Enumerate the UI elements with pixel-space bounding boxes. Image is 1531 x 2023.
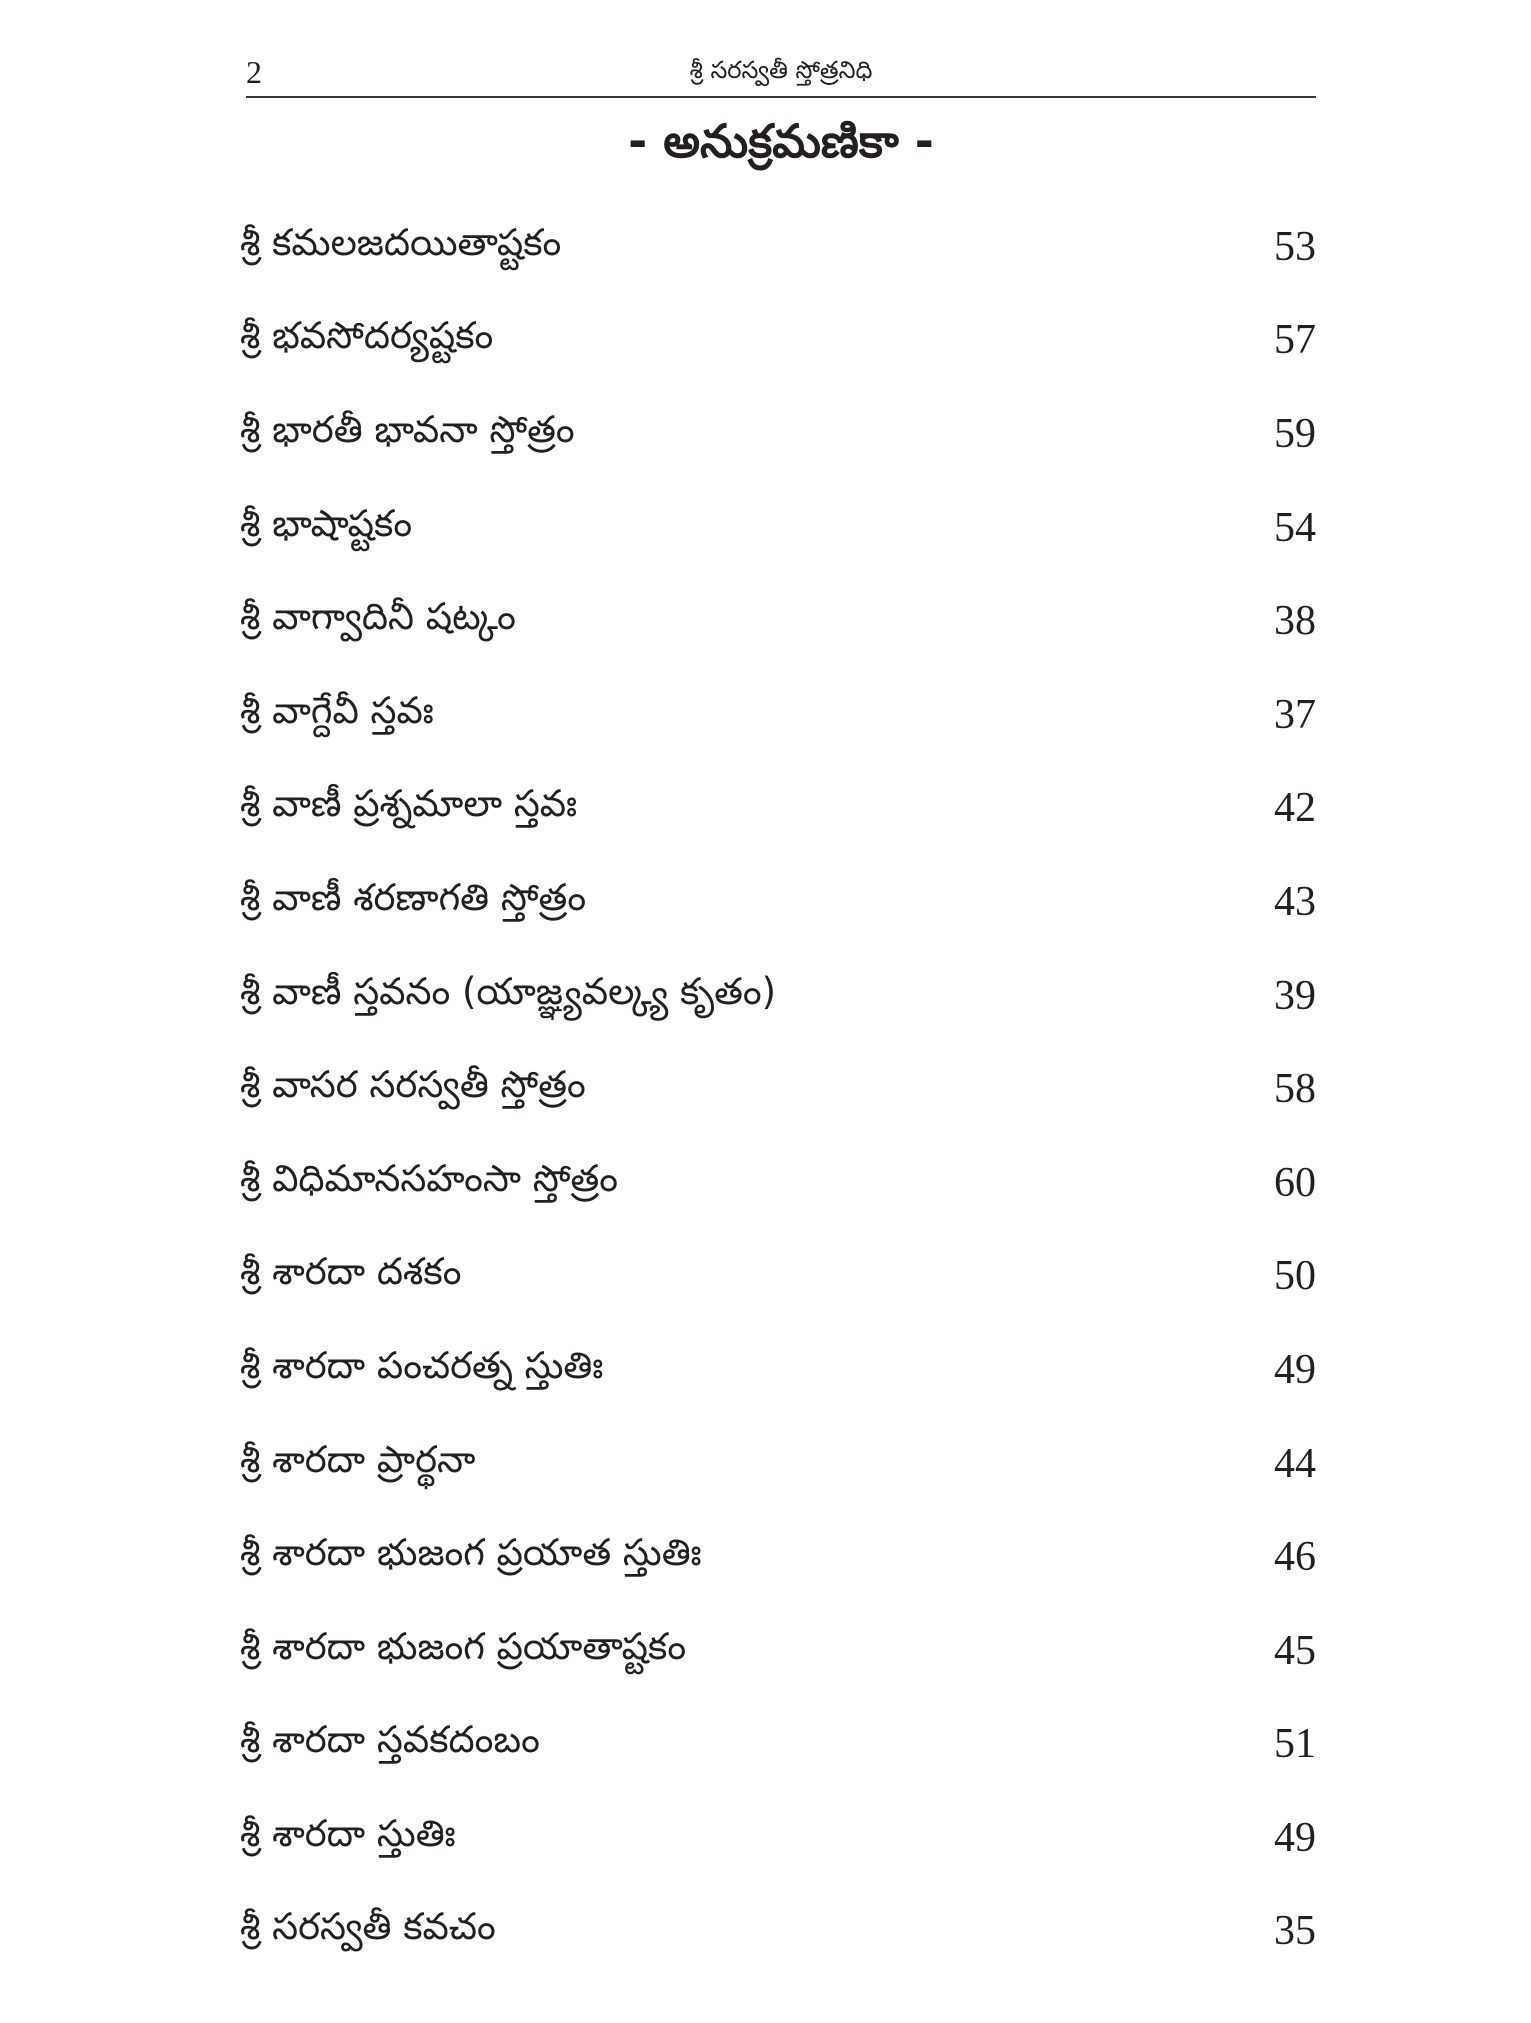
toc-entry [240, 200, 1316, 294]
toc-entry [240, 1510, 1316, 1604]
page-header [246, 52, 1316, 98]
toc-entry-title: శ్రీ శారదా దశకం [240, 1250, 462, 1294]
toc-entry-title: శ్రీ భాషాష్టకం [240, 501, 413, 545]
toc-entry-title: శ్రీ శారదా స్తుతిః [240, 1811, 456, 1855]
toc-entry-page: 54 [1274, 504, 1316, 551]
toc-entry-page: 44 [1274, 1440, 1316, 1487]
toc-entry-title: శ్రీ శారదా భుజంగ ప్రయాతాష్టకం [240, 1624, 687, 1668]
toc-entry-title: శ్రీ వాణీ ప్రశ్నమాలా స్తవః [240, 782, 578, 826]
toc-entry [240, 387, 1316, 481]
toc-entry-page: 43 [1274, 878, 1316, 925]
index-heading: - అనుక్రమణికా - [628, 114, 934, 168]
toc-entry [240, 668, 1316, 762]
toc-entry [240, 481, 1316, 575]
toc-entry-page: 58 [1274, 1066, 1316, 1113]
toc-entry-title: శ్రీ వాగ్దేవీ స్తవః [240, 688, 434, 732]
toc-entry [240, 1136, 1316, 1230]
toc-entry-title: శ్రీ సరస్వతీ కవచం [240, 1905, 496, 1949]
toc-entry-title: శ్రీ వాగ్వాదినీ షట్కం [240, 595, 516, 639]
toc-entry-title: శ్రీ భవసోదర్యష్టకం [240, 314, 494, 358]
toc-entry-title: శ్రీ శారదా భుజంగ ప్రయాత స్తుతిః [240, 1531, 702, 1575]
toc-entry [240, 1885, 1316, 1979]
toc-entry-page: 51 [1274, 1721, 1316, 1768]
toc-entry [240, 1791, 1316, 1885]
page-number: 2 [246, 54, 262, 90]
toc-entry-page: 49 [1274, 1346, 1316, 1393]
toc-entry [240, 1604, 1316, 1698]
toc-entry-page: 38 [1274, 598, 1316, 645]
toc-entry-page: 37 [1274, 691, 1316, 738]
toc-entry-page: 57 [1274, 317, 1316, 364]
toc-entry [240, 762, 1316, 856]
toc-entry-page: 39 [1274, 972, 1316, 1019]
toc-entry-title: శ్రీ వాణీ శరణాగతి స్తోత్రం [240, 875, 587, 919]
toc-entry-page: 45 [1274, 1627, 1316, 1674]
toc-entry-page: 46 [1274, 1534, 1316, 1581]
toc-entry-title: శ్రీ విధిమానసహంసా స్తోత్రం [240, 1156, 619, 1200]
toc-entry [240, 1417, 1316, 1511]
toc-entry-page: 50 [1274, 1253, 1316, 1300]
toc-entry [240, 1042, 1316, 1136]
toc-entry-page: 49 [1274, 1814, 1316, 1861]
toc-entry [240, 294, 1316, 388]
toc-entry-title: శ్రీ భారతీ భావనా స్తోత్రం [240, 407, 575, 451]
toc-entry-title: శ్రీ శారదా ప్రార్థనా [240, 1437, 476, 1481]
toc-entry [240, 1323, 1316, 1417]
toc-entry-title: శ్రీ శారదా పంచరత్న స్తుతిః [240, 1343, 604, 1387]
toc-entry [240, 1230, 1316, 1324]
toc-entry [240, 1698, 1316, 1792]
table-of-contents [240, 200, 1316, 1978]
running-title: శ్రీ సరస్వతీ స్తోత్రనిధి [689, 56, 873, 84]
toc-entry-page: 53 [1274, 223, 1316, 270]
toc-entry-title: శ్రీ వాణీ స్తవనం (యాజ్ఞ్యవల్క్య కృతం) [240, 969, 777, 1013]
toc-entry-page: 59 [1274, 410, 1316, 457]
toc-entry-page: 42 [1274, 785, 1316, 832]
toc-entry [240, 855, 1316, 949]
toc-entry-page: 60 [1274, 1159, 1316, 1206]
toc-entry-title: శ్రీ కమలజదయితాష్టకం [240, 220, 562, 264]
toc-entry-title: శ్రీ వాసర సరస్వతీ స్తోత్రం [240, 1063, 586, 1107]
toc-entry-title: శ్రీ శారదా స్తవకదంబం [240, 1718, 540, 1762]
toc-entry-page: 35 [1274, 1908, 1316, 1955]
toc-entry [240, 574, 1316, 668]
toc-entry [240, 949, 1316, 1043]
